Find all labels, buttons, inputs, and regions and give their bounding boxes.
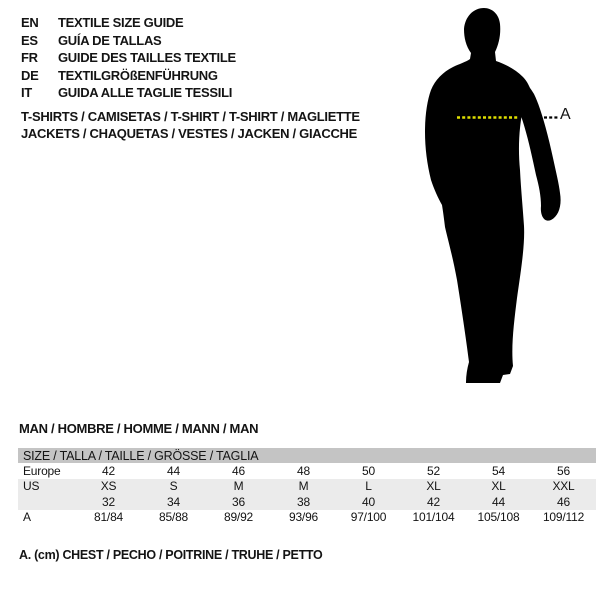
- size-cell: 42: [401, 494, 466, 510]
- size-cell: 109/112: [542, 510, 585, 525]
- size-cell: 81/84: [93, 510, 124, 525]
- size-cell: 46: [232, 463, 245, 478]
- table-row-chest-cm: [18, 510, 596, 526]
- row-label: [18, 494, 76, 510]
- size-cell: XL: [466, 479, 531, 495]
- language-code: EN: [21, 15, 39, 30]
- size-table-header: SIZE / TALLA / TAILLE / GRÖSSE / TAGLIA: [18, 448, 596, 463]
- language-code: IT: [21, 85, 32, 100]
- table-row-europe: [18, 463, 596, 479]
- language-code: DE: [21, 67, 39, 83]
- size-cell: 38: [271, 494, 336, 510]
- language-code: FR: [21, 50, 38, 65]
- language-row: [21, 84, 236, 102]
- man-body-shape: [425, 8, 532, 383]
- language-row: [21, 67, 236, 85]
- table-row-us: [18, 479, 596, 495]
- category-jackets: JACKETS / CHAQUETAS / VESTES / JACKEN / GIACCHE: [21, 126, 357, 141]
- size-cell: 44: [167, 463, 180, 478]
- man-silhouette: [395, 0, 585, 398]
- size-cell: 50: [362, 463, 375, 478]
- size-cell: 97/100: [350, 510, 387, 525]
- size-cell: 85/88: [158, 510, 189, 525]
- table-row-us-numeric: [18, 494, 596, 510]
- category-list: [21, 108, 360, 142]
- language-row: [21, 32, 236, 50]
- measurement-label-a: A: [560, 106, 571, 123]
- size-cell: 46: [531, 494, 596, 510]
- size-cell: 48: [297, 463, 310, 478]
- size-cell: 54: [492, 463, 505, 478]
- size-cell: XL: [401, 479, 466, 495]
- size-cell: S: [141, 479, 206, 495]
- size-cell: 52: [427, 463, 440, 478]
- size-table-header-row: [18, 448, 596, 463]
- size-cell: 44: [466, 494, 531, 510]
- row-label: US: [18, 479, 76, 495]
- size-cell: L: [336, 479, 401, 495]
- category-tshirts: T-SHIRTS / CAMISETAS / T-SHIRT / T-SHIRT / MAGLIETTE: [21, 109, 360, 124]
- language-list: [21, 14, 236, 102]
- language-title: TEXTILE SIZE GUIDE: [58, 15, 184, 30]
- size-cell: 32: [76, 494, 141, 510]
- language-title: GUÍA DE TALLAS: [58, 32, 162, 48]
- size-cell: 93/96: [288, 510, 319, 525]
- size-cell: 101/104: [412, 510, 455, 525]
- size-cell: 56: [557, 463, 570, 478]
- size-cell: 42: [102, 463, 115, 478]
- language-code: ES: [21, 32, 38, 48]
- size-cell: XXL: [531, 479, 596, 495]
- row-label: A: [23, 510, 31, 525]
- size-cell: 34: [141, 494, 206, 510]
- size-cell: 40: [336, 494, 401, 510]
- language-row: [21, 14, 236, 32]
- man-figure: [395, 0, 585, 398]
- language-row: [21, 49, 236, 67]
- size-cell: 105/108: [477, 510, 520, 525]
- size-cell: 89/92: [223, 510, 254, 525]
- size-cell: M: [206, 479, 271, 495]
- size-cell: M: [271, 479, 336, 495]
- size-cell: 36: [206, 494, 271, 510]
- measurement-footnote: A. (cm) CHEST / PECHO / POITRINE / TRUHE / PETTO: [19, 548, 323, 562]
- language-title: TEXTILGRÖßENFÜHRUNG: [58, 67, 218, 83]
- language-title: GUIDE DES TAILLES TEXTILE: [58, 50, 236, 65]
- language-title: GUIDA ALLE TAGLIE TESSILI: [58, 85, 233, 100]
- section-title: MAN / HOMBRE / HOMME / MANN / MAN: [19, 421, 259, 436]
- row-label: Europe: [23, 463, 61, 478]
- size-cell: XS: [76, 479, 141, 495]
- size-table: [18, 448, 596, 525]
